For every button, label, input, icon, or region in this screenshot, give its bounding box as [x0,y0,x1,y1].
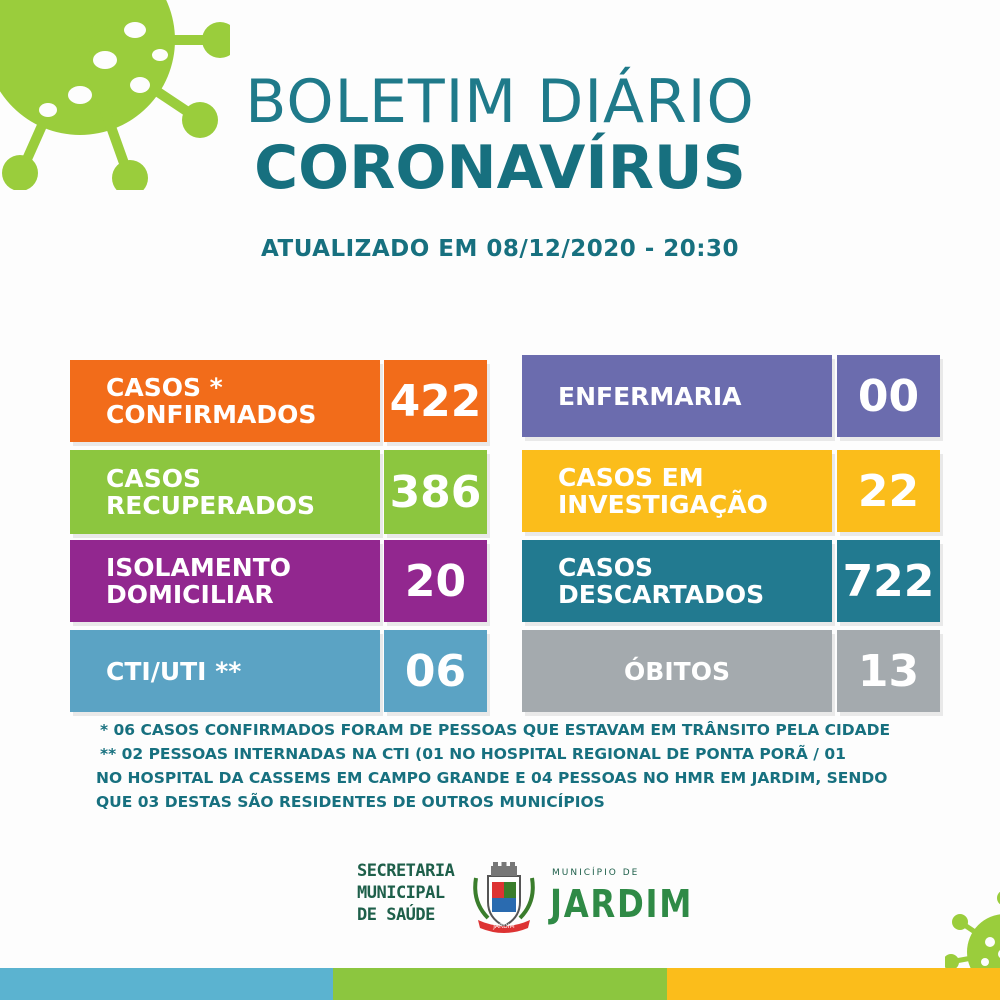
stat-label: ISOLAMENTO DOMICILIAR [70,540,380,622]
health-secretariat-logo: SECRETARIA MUNICIPAL DE SAÚDE [357,861,455,925]
footnotes [98,718,968,814]
bottom-stripe-yellow [667,968,1000,1000]
bottom-stripe-green [333,968,667,1000]
stat-label: CASOS * CONFIRMADOS [70,360,380,442]
footnote: ** 02 PESSOAS INTERNADAS NA CTI (01 NO HOSPITAL REGIONAL DE PONTA PORÃ / 01 [100,745,846,763]
stat-value: 22 [837,450,940,532]
footnote: NO HOSPITAL DA CASSEMS EM CAMPO GRANDE E 04 PESSOAS NO HMR EM JARDIM, SENDO [96,769,888,787]
stat-label: ÓBITOS [522,630,832,712]
stat-value: 00 [837,355,940,437]
footnote: QUE 03 DESTAS SÃO RESIDENTES DE OUTROS MUNICÍPIOS [96,793,605,811]
city-crest-icon [466,858,542,934]
footnote: * 06 CASOS CONFIRMADOS FORAM DE PESSOAS QUE ESTAVAM EM TRÂNSITO PELA CIDADE [100,721,891,739]
stat-value: 13 [837,630,940,712]
stat-label: CASOS DESCARTADOS [522,540,832,622]
municipio-name: JARDIM [550,882,694,926]
stat-value: 06 [384,630,487,712]
stat-label: CASOS RECUPERADOS [70,450,380,534]
stat-label: ENFERMARIA [522,355,832,437]
stat-label: CASOS EM INVESTIGAÇÃO [522,450,832,532]
updated-timestamp: ATUALIZADO EM 08/12/2020 - 20:30 [260,236,740,262]
stat-value: 386 [384,450,487,534]
title-line1: BOLETIM DIÁRIO [245,67,755,137]
title-line2: CORONAVÍRUS [254,133,746,203]
stat-value: 20 [384,540,487,622]
stat-label: CTI/UTI ** [70,630,380,712]
municipio-label: MUNICÍPIO DE [552,868,640,878]
bottom-stripe-blue [0,968,333,1000]
stat-value: 722 [837,540,940,622]
crest-text: JARDIM [493,923,515,930]
stat-value: 422 [384,360,487,442]
